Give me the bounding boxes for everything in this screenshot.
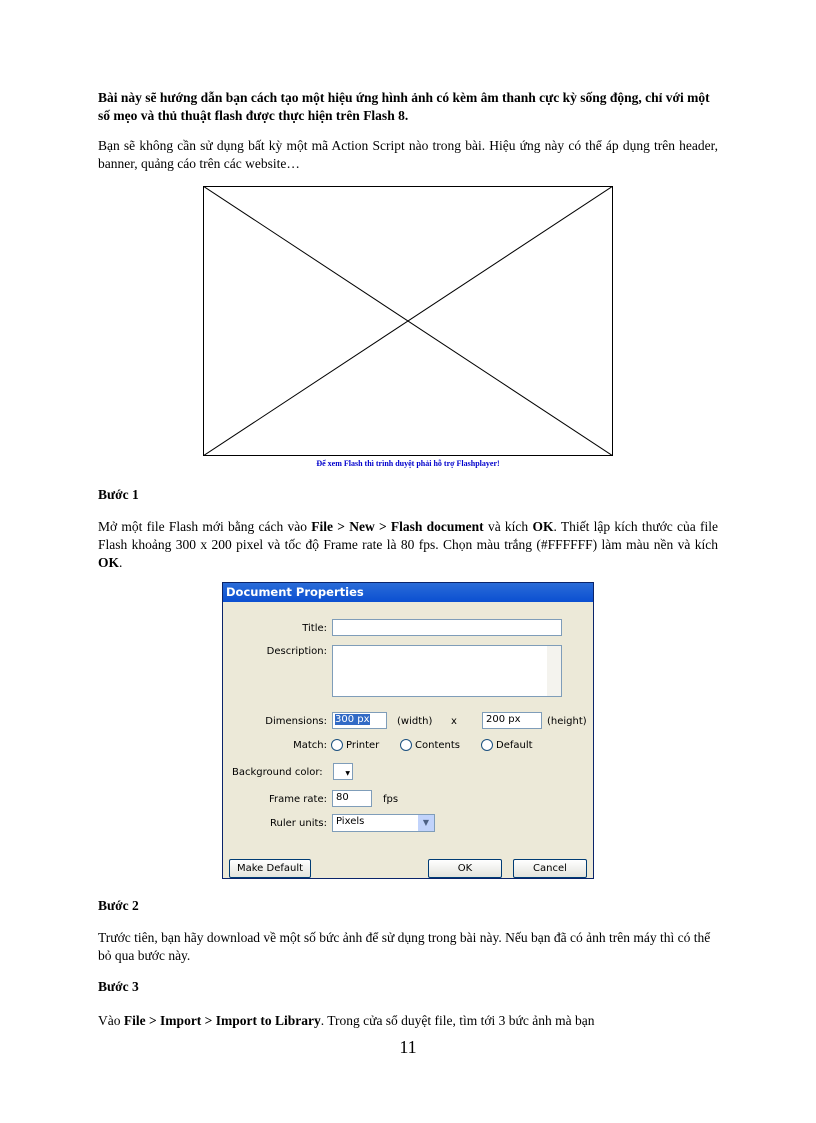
- chevron-down-icon: ▼: [418, 815, 434, 831]
- dimension-separator: x: [451, 716, 457, 727]
- frame-rate-label: Frame rate:: [268, 794, 327, 805]
- frame-rate-value: 80: [336, 792, 349, 803]
- width-input[interactable]: [332, 712, 387, 729]
- flash-placeholder: [203, 186, 613, 456]
- page-number: 11: [399, 1037, 417, 1057]
- dialog-title: Document Properties: [223, 583, 593, 602]
- height-input[interactable]: [482, 712, 542, 729]
- make-default-button[interactable]: Make Default: [229, 859, 311, 878]
- document-properties-dialog: [222, 582, 594, 879]
- flash-caption: Để xem Flash thì trình duyệt phải hỗ trợ Flashplayer!: [316, 459, 500, 468]
- title-input[interactable]: [332, 619, 562, 636]
- match-printer-radio[interactable]: Printer: [331, 739, 379, 751]
- fps-label: fps: [383, 794, 399, 805]
- radio-circle: [481, 739, 493, 751]
- step2-paragraph: Trước tiên, bạn hãy download về một số bức ảnh để sử dụng trong bài này. Nếu bạn đã có ảnh trên máy thì có thể bỏ qua bước này.: [98, 930, 711, 963]
- width-value: 300 px: [335, 714, 370, 725]
- description-label: Description:: [266, 646, 327, 657]
- step1-paragraph: Mở một file Flash mới bằng cách vào File > New > Flash document và kích OK. Thiết lập kích thước của file Flash khoảng 300 x 200 pixel và tốc độ Frame rate là 80 fps. Chọn màu trắng (#FFFFFF) làm màu nền và kích OK.: [98, 519, 719, 570]
- ruler-units-value: Pixels: [336, 816, 365, 827]
- dimensions-label: Dimensions:: [265, 716, 327, 727]
- intro-paragraph: Bạn sẽ không cần sử dụng bất kỳ một mã Action Script nào trong bài. Hiệu ứng này có thể áp dụng trên header, banner, quảng cáo trên các website…: [98, 138, 718, 171]
- step1-heading: Bước 1: [98, 487, 139, 502]
- cancel-button[interactable]: Cancel: [513, 859, 587, 878]
- step3-paragraph: Vào File > Import > Import to Library. Trong cửa sổ duyệt file, tìm tới 3 bức ảnh mà bạn: [98, 1013, 595, 1028]
- background-color-swatch[interactable]: [333, 763, 353, 780]
- step2-heading: Bước 2: [98, 898, 139, 913]
- height-value: 200 px: [486, 714, 521, 725]
- radio-circle: [331, 739, 343, 751]
- background-color-label: Background color:: [232, 767, 323, 778]
- match-contents-radio[interactable]: Contents: [400, 739, 460, 751]
- intro-bold-paragraph: Bài này sẽ hướng dẫn bạn cách tạo một hiệu ứng hình ảnh có kèm âm thanh cực kỳ sống động, chỉ với một số mẹo và thủ thuật flash được thực hiện trên Flash 8.: [98, 90, 710, 123]
- description-textarea[interactable]: [332, 645, 562, 697]
- ruler-units-select[interactable]: [332, 814, 435, 832]
- swatch-dropdown-icon: ▼: [345, 770, 350, 777]
- width-suffix: (width): [397, 716, 433, 727]
- description-scrollbar[interactable]: [547, 646, 561, 696]
- step3-heading: Bước 3: [98, 979, 139, 994]
- match-default-radio[interactable]: Default: [481, 739, 533, 751]
- height-suffix: (height): [547, 716, 587, 727]
- title-label: Title:: [302, 623, 327, 634]
- match-label: Match:: [293, 740, 327, 751]
- frame-rate-input[interactable]: [332, 790, 372, 807]
- ok-button[interactable]: OK: [428, 859, 502, 878]
- radio-circle: [400, 739, 412, 751]
- ruler-units-label: Ruler units:: [269, 818, 327, 829]
